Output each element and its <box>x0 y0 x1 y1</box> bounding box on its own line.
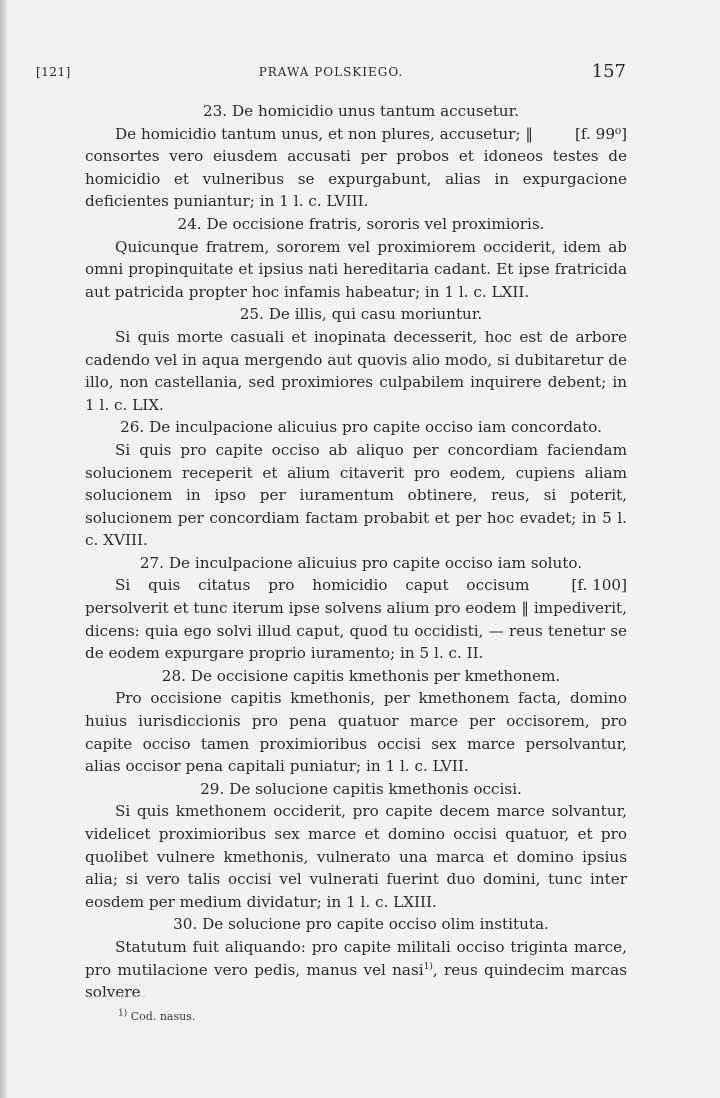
footnote-reference: 1) <box>423 961 433 972</box>
header-section-number: [121] <box>36 65 71 79</box>
footnote-divider <box>85 996 145 997</box>
section-heading-25: 25. De illis, qui casu moriuntur. <box>239 305 483 324</box>
section-paragraph-25: Si quis morte casuali et inopinata decesserit, hoc est de arbore cadendo vel in aqua mergendo aut quovis alio modo, si dubitaretur de illo, non castellania, sed proximiores culpabilem inquirere debent; in 1 l. c. LIX. <box>85 327 627 414</box>
body-text <box>85 100 627 1004</box>
section-paragraph-24: Quicunque fratrem, sororem vel proximiorem occiderit, idem ab omni propinquitate et ipsius nati hereditaria cadant. Et ipse fratricida aut patricida propter hoc infamis habeatur; in 1 l. c. LXII. <box>85 237 627 301</box>
section-paragraph-26: Si quis pro capite occiso ab aliquo per concordiam faciendam solucionem receperit et alium citaverit pro eodem, cupiens aliam solucionem in ipso per iuramentum obtinere, reus, si poterit, solucionem per concordiam factam probabit et per hoc evadet; in 5 l. c. XVIII. <box>85 440 627 550</box>
header-title: PRAWA POLSKIEGO. <box>258 65 404 79</box>
running-header <box>36 63 626 85</box>
paragraph-text: Statutum fuit aliquando: pro capite militali occiso triginta marce, pro mutilacione vero pedis, manus vel nasi <box>85 937 627 979</box>
paragraph-text: Si quis citatus pro homicidio caput occisum persolverit et tunc iterum ipse solvens alium pro eodem ‖ impediverit, dicens: quia ego solvi illud caput, quod tu occidisti, — reus tenetur se de eodem expurgare proprio iuramento; in 5 l. c. II. <box>85 576 627 663</box>
margin-note-folio-99: [f. 99⁰] <box>575 124 627 143</box>
section-heading-27: 27. De inculpacione alicuius pro capite occiso iam soluto. <box>139 553 583 572</box>
section-paragraph-23 <box>85 123 627 213</box>
section-paragraph-27 <box>85 574 627 664</box>
footnote-marker: 1) <box>118 1008 128 1019</box>
paragraph-text-continued: , reus quindecim marcas solvere <box>85 960 627 1002</box>
section-heading-24: 24. De occisione fratris, sororis vel proximioris. <box>177 214 545 233</box>
section-heading-23: 23. De homicidio unus tantum accusetur. <box>202 102 520 120</box>
section-paragraph-28: Pro occisione capitis kmethonis, per kmethonem facta, domino huius iurisdiccionis pro pena quatuor marce per occisorem, pro capite occiso tamen proximioribus occisi sex marce persolvantur, alias occisor pena capitali puniatur; in 1 l. c. LVII. <box>85 689 627 776</box>
section-heading-26: 26. De inculpacione alicuius pro capite occiso iam concordato. <box>120 418 602 437</box>
section-paragraph-29: Si quis kmethonem occiderit, pro capite decem marce solvantur, videlicet proximioribus sex marce et domino occisi quatuor, et pro quolibet vulnere kmethonis, vulnerato una marca et domino ipsius alia; si vero talis occisi vel vulnerati fuerint duo domini, tunc inter eosdem per medium dividatur; in 1 l. c. LXIII. <box>85 802 627 911</box>
page-edge-shadow <box>0 0 7 1098</box>
section-heading-29: 29. De solucione capitis kmethonis occisi. <box>200 779 522 798</box>
footnote <box>118 1010 195 1024</box>
section-heading-28: 28. De occisione capitis kmethonis per kmethonem. <box>161 666 561 685</box>
paragraph-text: De homicidio tantum unus, et non plures, accusetur; ‖ consortes vero eiusdem accusati per probos et idoneos testes de homicidio et vulneribus se expurgabunt, alias in expurgacione deficientes puniantur; in 1 l. c. LVIII. <box>85 124 627 211</box>
footnote-text: Cod. nasus. <box>130 1010 196 1023</box>
section-paragraph-30 <box>85 936 627 1004</box>
page-number: 157 <box>591 61 626 82</box>
section-heading-30: 30. De solucione pro capite occiso olim instituta. <box>173 915 549 934</box>
margin-note-folio-100: [f. 100] <box>571 576 627 595</box>
